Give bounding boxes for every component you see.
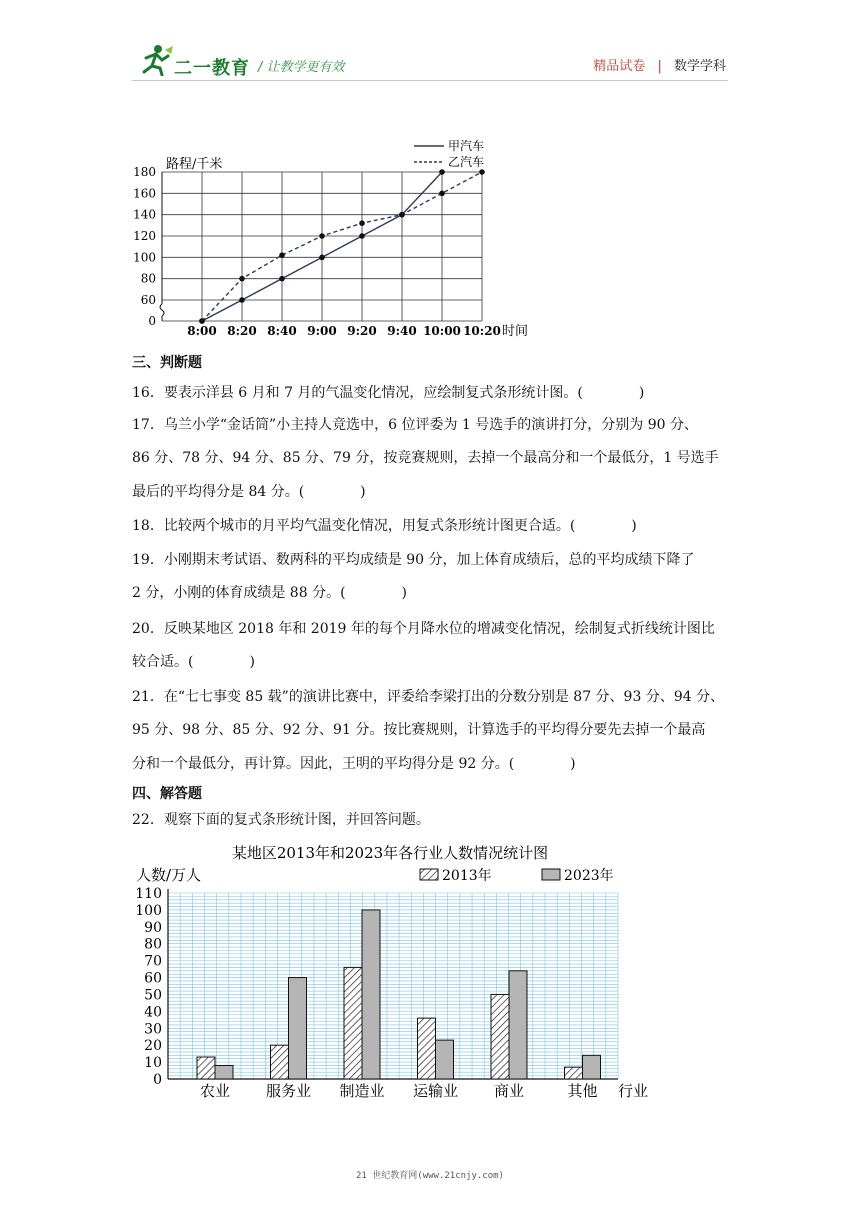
y-tick-label: 90 (144, 919, 162, 936)
bar-2023 (583, 1055, 601, 1079)
question-20-line-1: 20．反映某地区 2018 年和 2019 年的每个月降水位的增减变化情况，绘制复式折线统计图比 (132, 621, 715, 637)
bar-chart-xlabel: 行业 (618, 1082, 649, 1100)
brand-name: 二一教育 (174, 58, 250, 79)
bar-2013 (565, 1067, 583, 1079)
section-judgement-heading: 三、判断题 (132, 355, 202, 371)
category-label: 其他 (567, 1082, 598, 1100)
bar-2023 (289, 978, 307, 1079)
category-label: 商业 (493, 1082, 525, 1100)
question-16: 16．要表示洋县 6 月和 7 月的气温变化情况，应绘制复式条形统计图。( ) (132, 385, 645, 401)
bar-2023 (215, 1065, 233, 1079)
x-tick-label: 9:20 (347, 324, 377, 338)
question-21-line-2: 95 分、98 分、85 分、92 分、91 分。按比赛规则，计算选手的平均得分要先去掉一个最高 (132, 722, 706, 738)
y-tick-label: 60 (144, 970, 162, 987)
question-19-line-2: 2 分，小刚的体育成绩是 88 分。( ) (132, 585, 407, 601)
y-tick-label: 0 (153, 1072, 162, 1088)
header-rule (132, 80, 728, 81)
legend-jia: 甲汽车 (448, 139, 485, 153)
y-tick-label: 40 (144, 1004, 162, 1021)
question-20-line-2: 较合适。( ) (132, 654, 255, 670)
runner-logo-icon (138, 44, 174, 76)
y-tick-label: 10 (144, 1055, 162, 1072)
y-tick-label: 110 (135, 886, 162, 902)
y-tick-label: 100 (133, 250, 156, 265)
bar-2023 (436, 1040, 454, 1079)
bar-2013 (271, 1045, 289, 1079)
page-header (0, 0, 860, 100)
x-tick-label: 8:40 (267, 324, 297, 338)
y-tick-label: 80 (140, 271, 156, 286)
line-chart-xlabel: 时间 (502, 324, 529, 339)
bar-chart-title: 某地区2013年和2023年各行业人数情况统计图 (231, 844, 549, 862)
line-chart-axes (160, 172, 164, 321)
legend-2013: 2013年 (442, 868, 492, 884)
question-18: 18．比较两个城市的月平均气温变化情况，用复式条形统计图更合适。( ) (132, 518, 637, 534)
question-17-line-3: 最后的平均得分是 84 分。( ) (132, 484, 366, 500)
question-21-line-3: 分和一个最低分，再计算。因此，王明的平均得分是 92 分。( ) (132, 756, 576, 772)
brand-slogan: / 让教学更有效 (258, 60, 345, 75)
x-tick-label: 9:00 (307, 324, 337, 338)
bar-2013 (344, 967, 362, 1079)
page-footer: 21 世纪教育网(www.21cnjy.com) (356, 1171, 504, 1181)
y-tick-label: 70 (144, 953, 162, 970)
y-tick-label: 50 (144, 987, 162, 1004)
x-tick-label: 10:20 (463, 324, 501, 338)
section-answer-heading: 四、解答题 (132, 786, 202, 802)
category-label: 运输业 (412, 1082, 459, 1100)
category-label: 农业 (199, 1082, 231, 1100)
point-yi (199, 318, 205, 324)
point-jia (359, 233, 365, 239)
category-label: 服务业 (265, 1082, 312, 1100)
point-yi (319, 233, 325, 239)
bar-2023 (509, 971, 527, 1079)
x-tick-label: 10:00 (423, 324, 461, 338)
line-chart-legend (414, 139, 484, 169)
y-tick-label: 180 (133, 165, 156, 179)
x-tick-label: 8:20 (227, 324, 257, 338)
subject-label: 数学学科 (673, 59, 726, 74)
legend-2023: 2023年 (564, 868, 614, 884)
y-tick-label: 30 (144, 1021, 162, 1038)
question-17-line-2: 86 分、78 分、94 分、85 分、79 分，按竞赛规则，去掉一个最高分和一个最低分，1 号选手 (132, 450, 719, 466)
point-jia (319, 255, 325, 261)
distance-line-chart (130, 132, 550, 342)
x-tick-label: 8:00 (187, 324, 217, 338)
question-22: 22．观察下面的复式条形统计图，并回答问题。 (132, 812, 430, 828)
legend-2013-swatch (420, 869, 438, 880)
y-tick-label: 60 (140, 293, 156, 307)
point-jia (279, 276, 285, 282)
header-divider: | (657, 59, 662, 74)
line-chart-ylabel: 路程/千米 (166, 157, 223, 172)
legend-2023-swatch (542, 869, 560, 880)
y-tick-label: 120 (133, 229, 156, 243)
point-yi (279, 252, 285, 258)
industry-bar-chart (130, 838, 670, 1108)
point-yi (239, 276, 245, 282)
line-chart-grid (162, 172, 482, 321)
header-right (593, 55, 726, 74)
point-yi (479, 169, 485, 175)
bar-2013 (418, 1018, 436, 1079)
legend-yi: 乙汽车 (448, 155, 485, 169)
y-tick-label: 0 (148, 314, 156, 328)
paper-tag: 精品试卷 (593, 59, 646, 74)
bar-2023 (362, 910, 380, 1079)
x-tick-label: 9:40 (387, 324, 417, 338)
question-17-line-1: 17．乌兰小学“金话筒”小主持人竞选中，6 位评委为 1 号选手的演讲打分，分别为 90 分、 (132, 417, 699, 433)
bar-2013 (197, 1057, 215, 1079)
y-tick-label: 20 (144, 1038, 162, 1055)
bar-2013 (491, 994, 509, 1079)
point-yi (399, 212, 405, 218)
bar-chart-grid (168, 889, 618, 1079)
point-jia (439, 169, 445, 175)
y-tick-label: 80 (144, 936, 162, 953)
question-21-line-1: 21．在“七七事变 85 载”的演讲比赛中，评委给李梁打出的分数分别是 87 分、93 分、94 分、 (132, 689, 725, 705)
y-tick-label: 140 (133, 207, 156, 222)
point-yi (439, 191, 445, 197)
question-19-line-1: 19．小刚期末考试语、数两科的平均成绩是 90 分，加上体育成绩后，总的平均成绩下降了 (132, 552, 695, 568)
y-tick-label: 100 (135, 902, 162, 919)
y-tick-label: 160 (133, 186, 156, 201)
point-jia (239, 297, 245, 303)
bar-chart-legend (420, 867, 614, 884)
bar-chart-ylabel: 人数/万人 (136, 866, 202, 884)
axis-break (160, 304, 164, 316)
category-label: 制造业 (339, 1082, 385, 1100)
point-yi (359, 220, 365, 226)
